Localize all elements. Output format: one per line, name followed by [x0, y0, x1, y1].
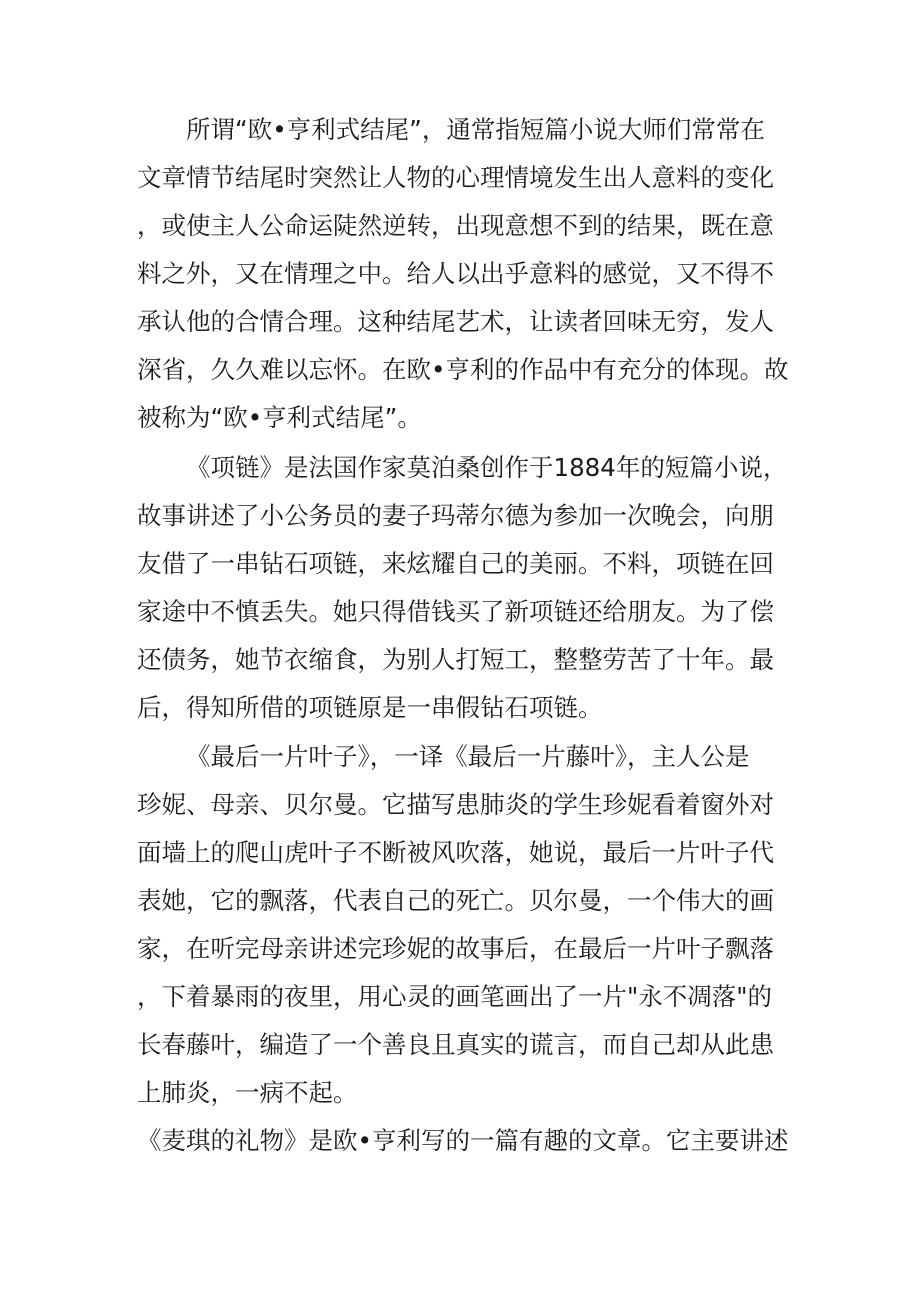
paragraph-2-line-3: 友借了一串钻石项链，来炫耀自己的美丽。不料，项链在回 — [137, 549, 774, 578]
paragraph-1-line-5: 承认他的合情合理。这种结尾艺术，让读者回味无穷，发人 — [137, 307, 774, 336]
paragraph-3-line-5: 家，在听完母亲讲述完珍妮的故事后，在最后一片叶子飘落 — [137, 934, 774, 963]
paragraph-2-line-4: 家途中不慎丢失。她只得借钱买了新项链还给朋友。为了偿 — [137, 597, 774, 626]
paragraph-1-line-6: 深省，久久难以忘怀。在欧•亨利的作品中有充分的体现。故 — [137, 355, 789, 384]
paragraph-1-line-1: 所谓“欧•亨利式结尾”，通常指短篇小说大师们常常在 — [186, 115, 765, 144]
paragraph-3-line-4: 表她，它的飘落，代表自己的死亡。贝尔曼，一个伟大的画 — [137, 886, 774, 915]
paragraph-3-line-3: 面墙上的爬山虎叶子不断被风吹落，她说，最后一片叶子代 — [137, 838, 774, 867]
paragraph-1-line-2: 文章情节结尾时突然让人物的心理情境发生出人意料的变化 — [137, 163, 774, 192]
paragraph-3-line-1: 《最后一片叶子》，一译《最后一片藤叶》，主人公是 — [186, 742, 750, 771]
paragraph-1-line-7: 被称为“欧•亨利式结尾”。 — [137, 403, 422, 432]
paragraph-3-line-8: 上肺炎，一病不起。 — [137, 1078, 358, 1107]
paragraph-3-line-2: 珍妮、母亲、贝尔曼。它描写患肺炎的学生珍妮看着窗外对 — [137, 790, 774, 819]
paragraph-4-line-1: 《麦琪的礼物》是欧•亨利写的一篇有趣的文章。它主要讲述 — [137, 1126, 789, 1155]
paragraph-3-line-7: 长春藤叶，编造了一个善良且真实的谎言，而自己却从此患 — [137, 1030, 774, 1059]
paragraph-3-line-6: ，下着暴雨的夜里，用心灵的画笔画出了一片"永不凋落"的 — [137, 982, 773, 1011]
paragraph-2-line-6: 后，得知所借的项链原是一串假钻石项链。 — [137, 693, 603, 722]
paragraph-2-line-1: 《项链》是法国作家莫泊桑创作于1884年的短篇小说， — [186, 453, 788, 482]
paragraph-1-line-3: ，或使主人公命运陡然逆转，出现意想不到的结果，既在意 — [137, 211, 774, 240]
paragraph-1-line-4: 料之外，又在情理之中。给人以出乎意料的感觉，又不得不 — [137, 259, 774, 288]
paragraph-2-line-5: 还债务，她节衣缩食，为别人打短工，整整劳苦了十年。最 — [137, 645, 774, 674]
paragraph-2-line-2: 故事讲述了小公务员的妻子玛蒂尔德为参加一次晚会，向朋 — [137, 501, 774, 530]
